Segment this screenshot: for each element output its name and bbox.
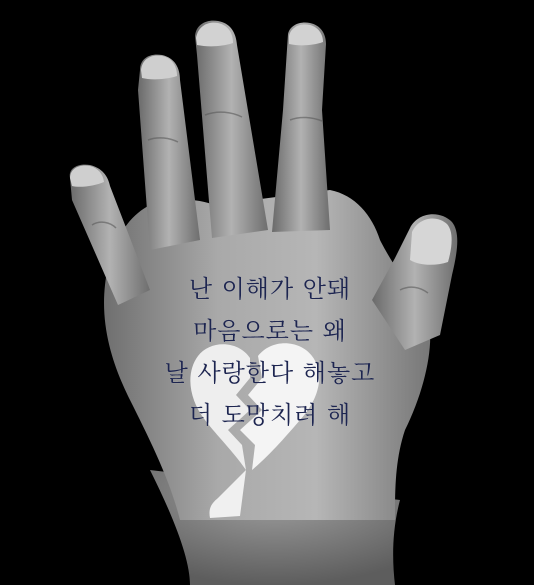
pinky-nail	[70, 166, 104, 187]
lyric-line-3: 날 사랑한다 해놓고	[164, 359, 376, 387]
ring-nail	[141, 56, 177, 80]
lyric-line-1: 난 이해가 안돼	[188, 275, 352, 303]
lyric-line-2: 마음으로는 왜	[193, 317, 347, 345]
index-finger	[272, 22, 330, 232]
lyric-line-4: 더 도망치려 해	[188, 401, 352, 429]
lyrics-overlay	[150, 268, 390, 436]
